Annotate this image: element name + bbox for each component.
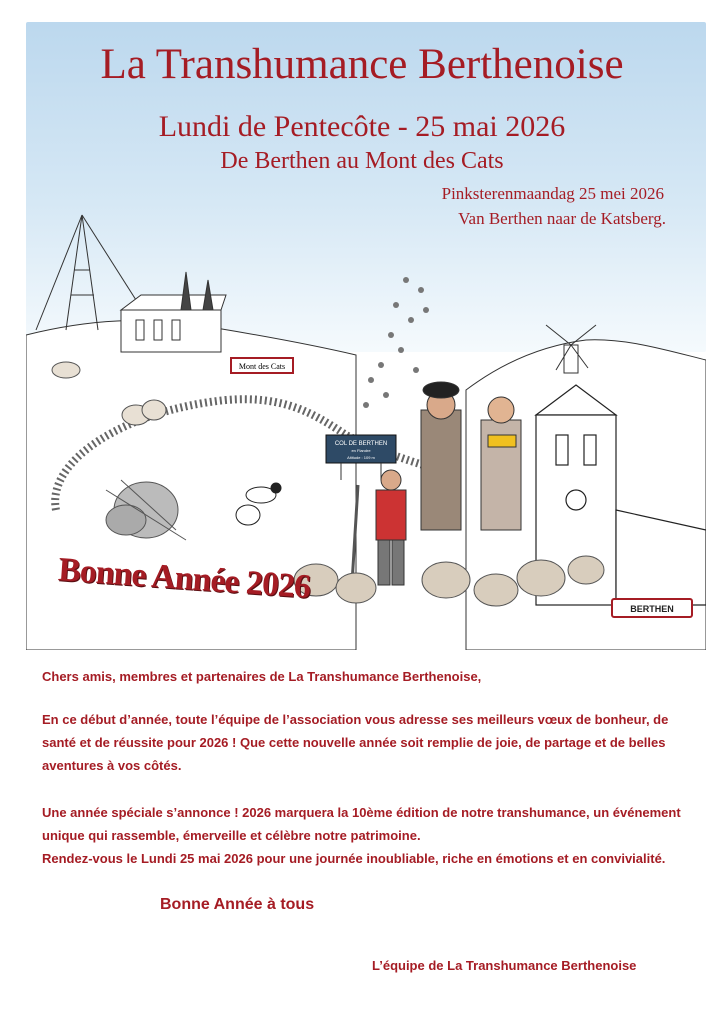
sign-berthen-text: BERTHEN	[630, 604, 674, 614]
birds-icon	[363, 277, 429, 408]
sign-col-line3: Altitude : 109 m	[347, 455, 375, 460]
closing-greeting: Bonne Année à tous	[160, 896, 315, 913]
bonne-annee-art: Bonne Année 2026	[57, 551, 312, 606]
paragraph-special-year: Une année spéciale s’annonce ! 2026 marquera la 10ème édition de notre transhumance, un événement unique qui rassemble, émerveille et célèbre notre patrimoine.	[42, 805, 681, 843]
dutch-route: Van Berthen naar de Katsberg.	[458, 209, 666, 228]
sign-mont-text: Mont des Cats	[238, 362, 286, 371]
sign-col-line1: COL DE BERTHEN	[334, 441, 388, 447]
abbey-icon	[121, 272, 226, 352]
event-date: Lundi de Pentecôte - 25 mai 2026	[158, 110, 566, 143]
page-title: La Transhumance Berthenoise	[100, 41, 624, 88]
mont-des-cats-sign	[231, 358, 293, 373]
sign-col-line2: en Flandre	[351, 448, 371, 453]
paragraph-wishes: En ce début d’année, toute l’équipe de l’association vous adresse ses meilleurs vœux de bonheur, de santé et de réussite pour 2026 ! Que cette nouvelle année soit remplie de joie, de partage et de belles aventures à vos côtés.	[42, 712, 669, 773]
berthen-sign	[612, 599, 692, 617]
dutch-date: Pinksterenmaandag 25 mei 2026	[441, 184, 664, 203]
salutation: Chers amis, membres et partenaires de La Transhumance Berthenoise,	[42, 669, 482, 684]
signature: L’équipe de La Transhumance Berthenoise	[372, 958, 637, 973]
paragraph-rendezvous: Rendez-vous le Lundi 25 mai 2026 pour une journée inoubliable, riche en émotions et en convivialité.	[42, 851, 666, 866]
event-route: De Berthen au Mont des Cats	[220, 148, 504, 174]
